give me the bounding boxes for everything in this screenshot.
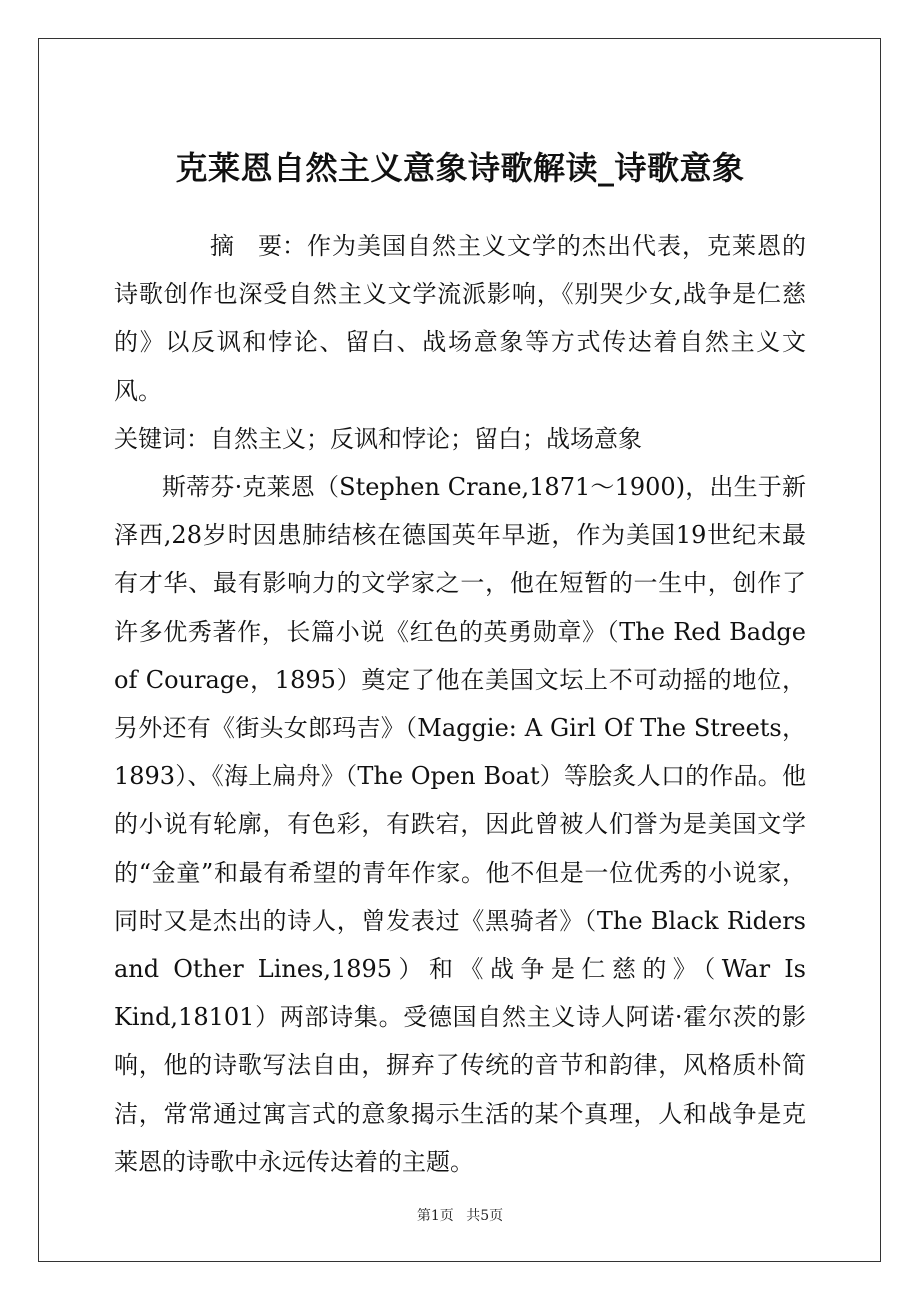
body-paragraph: 斯蒂芬·克莱恩（Stephen Crane,1871～1900)，出生于新泽西,28岁时因患肺结核在德国英年早逝，作为美国19世纪末最有才华、最有影响力的文学家之一，他在短暂的一生中，创作了许多优秀著作，长篇小说《红色的英勇勋章》（The Red Badge of Courage，1895）奠定了他在美国文坛上不可动摇的地位，另外还有《街头女郎玛吉》（Maggie: A Girl Of The Streets，1893）、《海上扁舟》（The Open Boat）等脍炙人口的作品。他的小说有轮廓，有色彩，有跌宕，因此曾被人们誉为是美国文学的“金童”和最有希望的青年作家。他不但是一位优秀的小说家，同时又是杰出的诗人，曾发表过《黑骑者》（The Black Riders and Other Lines,1895）和《战争是仁慈的》（War Is Kind,18101）两部诗集。受德国自然主义诗人阿诺·霍尔茨的影响，他的诗歌写法自由，摒弃了传统的音节和韵律，风格质朴简洁，常常通过寓言式的意象揭示生活的某个真理，人和战争是克莱恩的诗歌中永远传达着的主题。 [114,473,806,1176]
keywords-text: 自然主义；反讽和悖论；留白；战场意象 [210,424,642,453]
keywords-label: 关键词： [114,424,210,453]
keywords-paragraph [114,415,806,463]
abstract-label: 摘 要： [210,232,306,260]
abstract-paragraph [114,222,806,415]
abstract-text: 作为美国自然主义文学的杰出代表，克莱恩的诗歌创作也深受自然主义文学流派影响，《别哭少女,战争是仁慈的》以反讽和悖论、留白、战场意象等方式传达着自然主义文风。 [114,232,806,405]
page-title: 克莱恩自然主义意象诗歌解读_诗歌意象 [175,149,745,187]
page-number: 第1页 [416,1208,454,1224]
total-pages: 共5页 [466,1208,504,1224]
page-footer [0,1206,920,1226]
document-body [114,222,806,1186]
